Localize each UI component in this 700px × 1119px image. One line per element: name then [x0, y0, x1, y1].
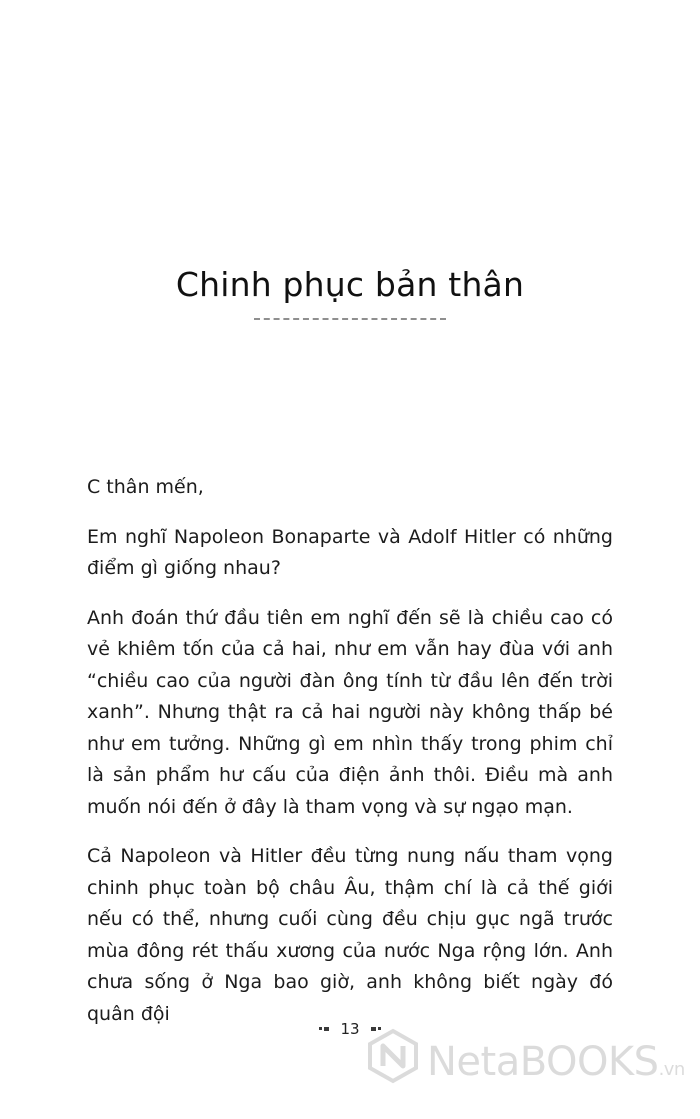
watermark — [365, 1028, 685, 1108]
netabooks-logo-icon — [365, 1028, 421, 1084]
watermark-brand: NetaBOOKS.vn — [427, 1039, 685, 1085]
footer-ornament-left — [324, 1027, 329, 1031]
paragraph-3: Cả Napoleon và Hitler đều từng nung nấu tham vọng chinh phục toàn bộ châu Âu, thậm chí là cả thế giới nếu có thể, nhưng cuối cùng đều chịu gục ngã trước mùa đông rét thấu xương của nước Nga rộng lớn. Anh chưa sống ở Nga bao giờ, anh không biết ngày đó quân đội — [87, 845, 613, 1025]
footer-ornament-left-small — [319, 1027, 322, 1030]
chapter-title: Chinh phục bản thân — [175, 265, 525, 304]
salutation: C thân mến, — [87, 476, 204, 498]
paragraph-1: Em nghĩ Napoleon Bonaparte và Adolf Hitler có những điểm gì giống nhau? — [87, 525, 613, 579]
paragraph-2: Anh đoán thứ đầu tiên em nghĩ đến sẽ là chiều cao có vẻ khiêm tốn của cả hai, như em vẫn hay đùa với anh “chiều cao của người đàn ông tính từ đầu lên đến trời xanh”. Nhưng thật ra cả hai người này không thấp bé như em tưởng. Những gì em nhìn thấy trong phim chỉ là sản phẩm hư cấu của điện ảnh thôi. Điều mà anh muốn nói đến ở đây là tham vọng và sự ngạo mạn. — [87, 606, 613, 818]
page-number: 13 — [340, 1019, 360, 1038]
title-divider — [254, 318, 446, 320]
body-text — [87, 472, 613, 1048]
